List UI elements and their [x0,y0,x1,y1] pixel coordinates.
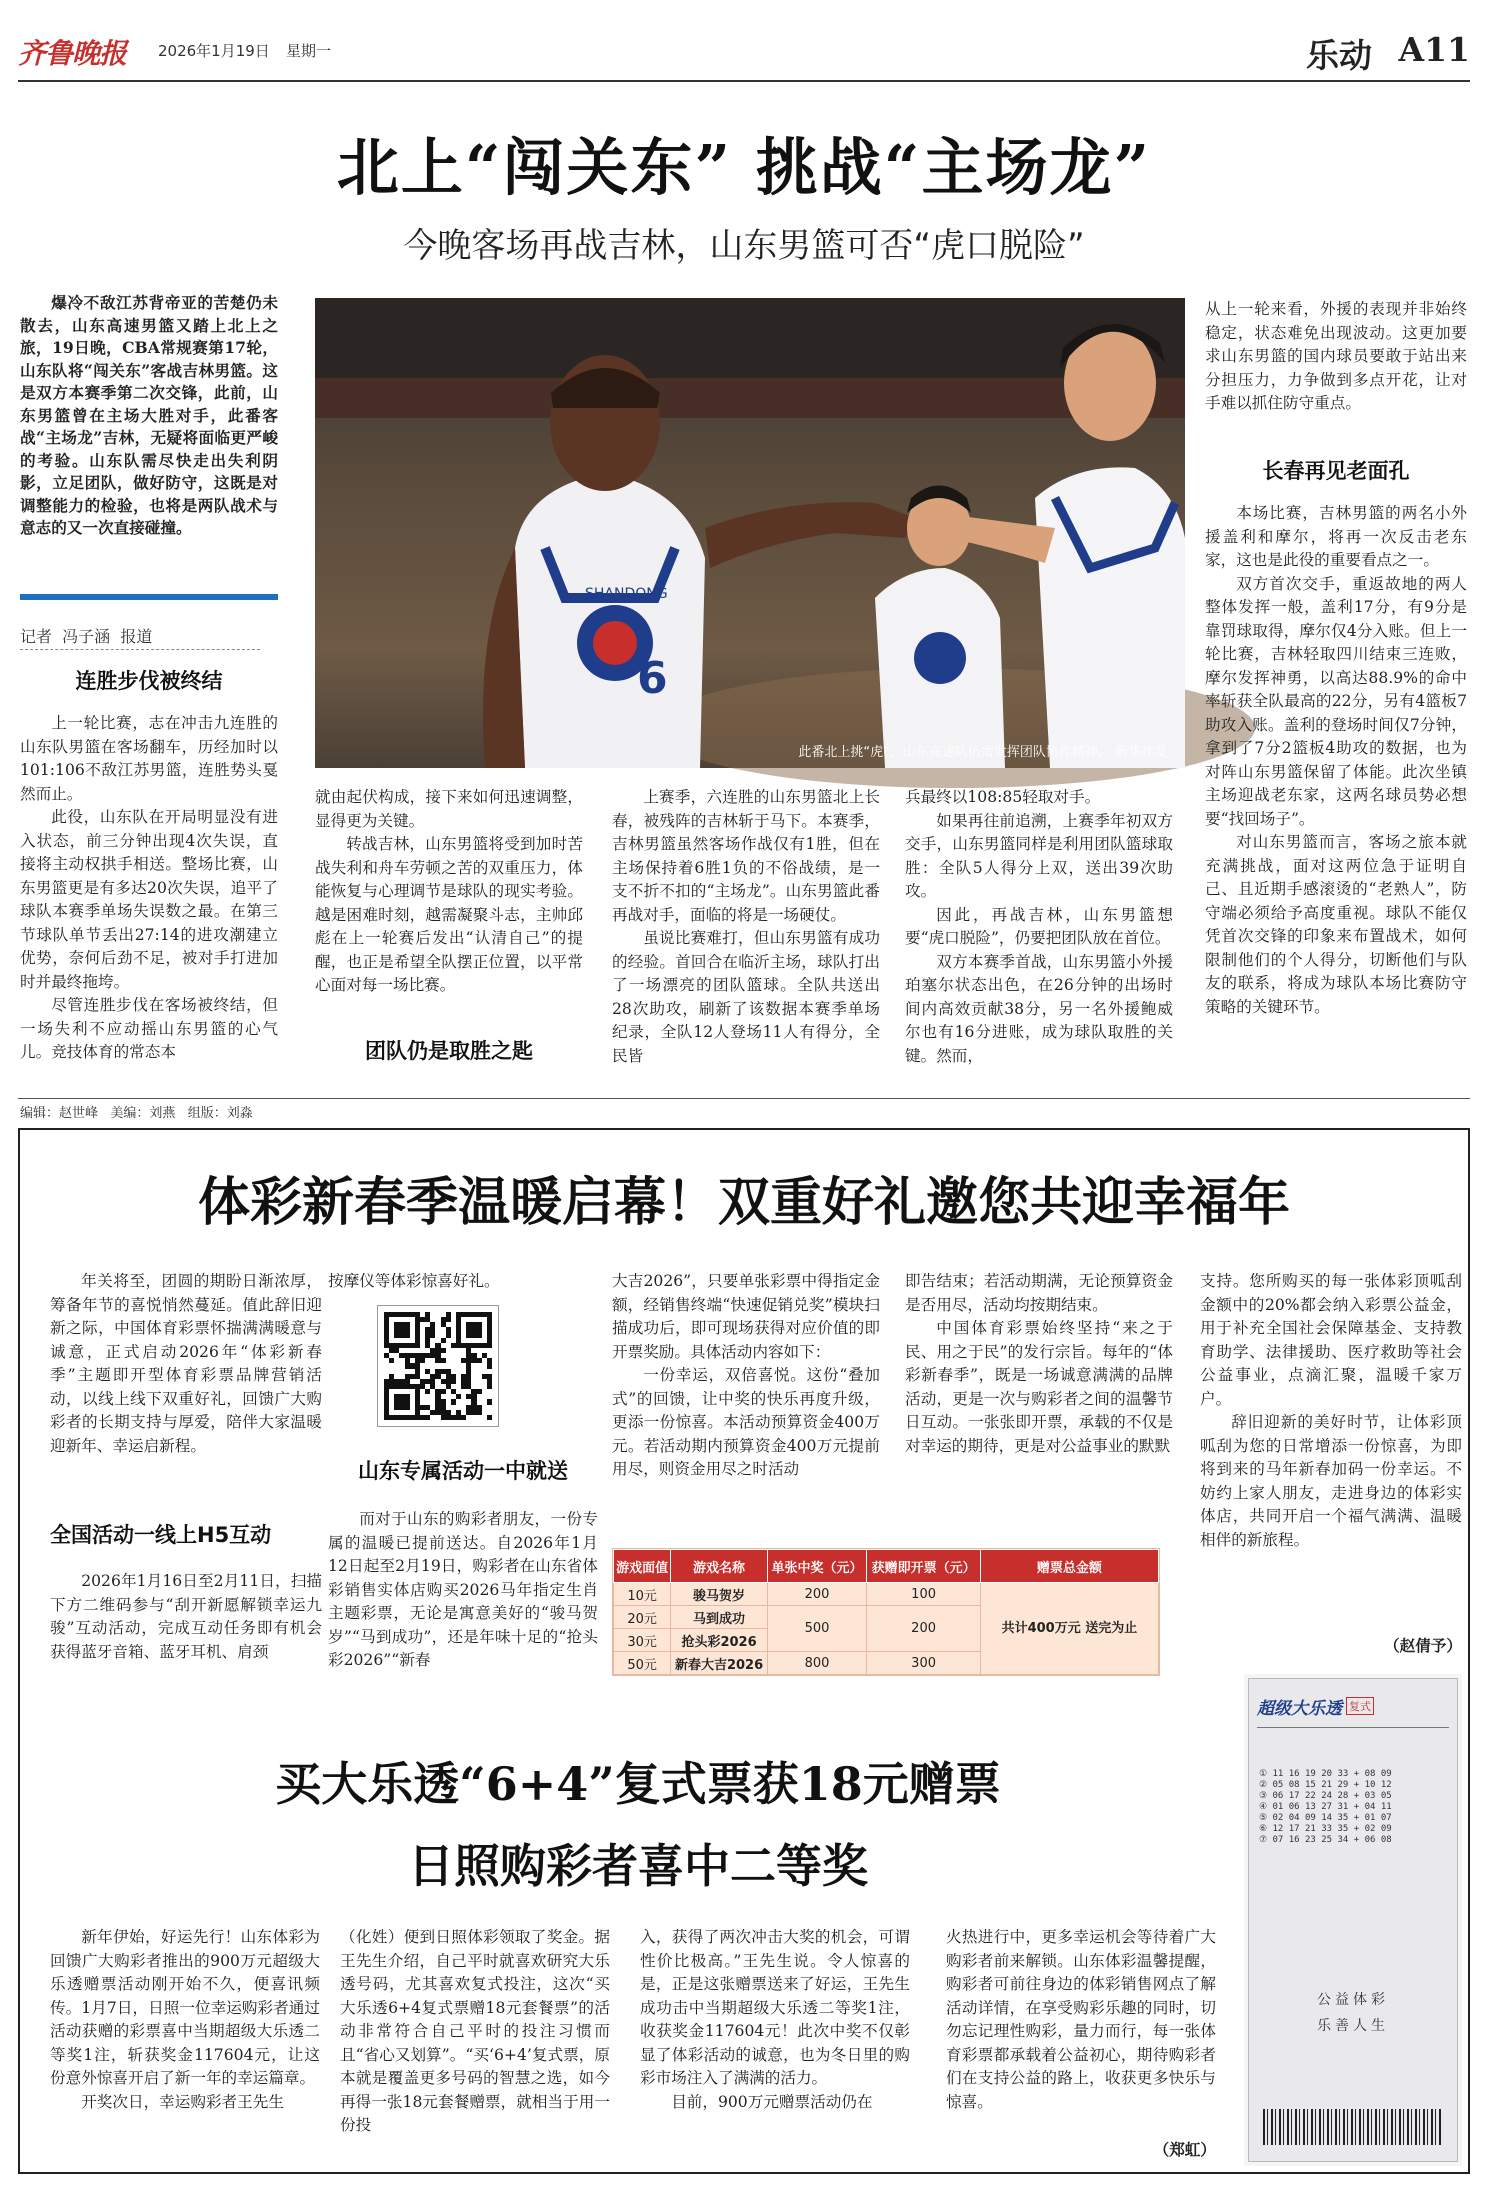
table-cell: 抢头彩2026 [671,1629,767,1652]
paragraph: 此役，山东队在开局明显没有进入状态，前三分钟出现4次失误，直接将主动权拱手相送。整场比赛，山东男篮更是有多达20次失误，追平了球队本赛季单场失误数之最。在第三节球队单节丢出27:14的进攻潮建立优势，奈何后劲不足，被对手打进加时并最终拖垮。 [20,808,278,991]
main-column-2 [315,786,583,994]
issue-weekday: 星期一 [286,42,332,60]
ticket-barcode [1263,2109,1443,2145]
paragraph: 从上一轮来看，外援的表现并非始终稳定，状态难免出现波动。这更加要求山东男篮的国内球员要敢于站出来分担压力，力争做到多点开花，让对手难以抓住防守重点。 [1205,300,1467,412]
ad2-column-1 [50,1926,320,2162]
main-column-1 [20,712,278,1088]
issue-date: 2026年1月19日 [158,42,270,60]
ticket-tag: 复式 [1346,1697,1374,1715]
paragraph: 火热进行中，更多幸运机会等待着广大购彩者前来解锁。山东体彩温馨提醒，购彩者可前往身边的体彩销售网点了解活动详情，在享受购彩乐趣的同时，切勿忘记理性购彩，量力而行，每一张体育彩票都承载着公益初心，期待购彩者们在支持公益的路上，收获更多快乐与惊喜。 [946,1928,1216,2111]
paragraph: 按摩仪等体彩惊喜好礼。 [328,1272,500,1290]
prize-table [613,1549,1159,1675]
subheading-winning-streak: 连胜步伐被终结 [75,669,223,693]
table-header: 赠票总金额 [980,1550,1158,1583]
lottery-ticket-photo [1248,1678,1458,2162]
main-headline: 北上“闯关东” 挑战“主场龙” [336,131,1152,204]
paragraph: 虽说比赛难打，但山东男篮有成功的经验。首回合在临沂主场，球队打出了一场漂亮的团队篮球。全队共送出28次助攻，刷新了该数据本赛季单场纪录，全队12人登场11人有得分，全民皆 [612,929,880,1065]
paragraph: 而对于山东的购彩者朋友，一份专属的温暖已提前送达。自2026年1月12日起至2月19日，购彩者在山东省体彩销售实体店购买2026马年指定生肖主题彩票，无论是寓意美好的“骏马贺岁”“马到成功”，还是年味十足的“抢头彩2026”“新春 [328,1510,598,1669]
paragraph: 入，获得了两次冲击大奖的机会，可谓性价比极高。”王先生说。令人惊喜的是，正是这张赠票送来了好运，王先生成功击中当期超级大乐透二等奖1注，收获奖金117604元！此次中奖不仅彰显了体彩活动的诚意，也为冬日里的购彩市场注入了满满的活力。 [640,1928,910,2087]
table-cell-total: 共计400万元 送完为止 [980,1583,1158,1675]
table-cell: 300 [867,1652,981,1675]
table-cell: 骏马贺岁 [671,1583,767,1606]
paragraph: 对山东男篮而言，客场之旅本就充满挑战，面对这两位急于证明自己、且近期手感滚烫的“老熟人”，防守端必须给予高度重视。球队不能仅凭首次交锋的印象来布置战术，如何限制他们的个人得分，切断他们与队友的联系，将成为球队本场比赛防守策略的关键环节。 [1205,833,1467,1016]
main-column-3 [612,786,880,1084]
ad2-column-3 [640,1926,910,2162]
table-cell: 30元 [614,1629,671,1652]
ad1-column-4 [905,1270,1173,1540]
ad2-signature: （郑虹） [1153,2140,1216,2159]
paragraph: 双方本赛季首战，山东男篮小外援珀塞尔状态出色，在26分钟的出场时间内高效贡献38分，另一名外援鲍威尔也有16分进账，成为球队取胜的关键。然而， [905,952,1173,1065]
ad1-subheading-national: 全国活动一线上H5互动 [50,1523,272,1547]
table-cell: 200 [867,1606,981,1652]
table-cell: 200 [767,1583,867,1606]
prize-table-wrapper [612,1548,1160,1676]
paragraph: 目前，900万元赠票活动仍在 [671,2092,873,2111]
paragraph: 支持。您所购买的每一张体彩顶呱刮金额中的20%都会纳入彩票公益金，用于补充全国社会保障基金、支持教育助学、法律援助、医疗救助等社会公益事业，点滴汇聚，温暖千家万户。 [1200,1272,1462,1408]
paragraph: 年关将至，团圆的期盼日渐浓厚，筹备年节的喜悦悄然蔓延。值此辞旧迎新之际，中国体育彩票怀揣满满暖意与诚意，正式启动2026年“体彩新春季”主题即开型体育彩票品牌营销活动，以线上线下双重好礼，回馈广大购彩者的长期支持与厚爱，陪伴大家温暖迎新年、幸运启新程。 [50,1272,322,1455]
paragraph: 2026年1月16日至2月11日，扫描下方二维码参与“刮开新愿解锁幸运九骏”互动活动，完成互动任务即有机会获得蓝牙音箱、蓝牙耳机、肩颈 [50,1572,322,1661]
table-header: 游戏名称 [671,1550,767,1583]
ad1-signature: （赵倩予） [1384,1636,1462,1655]
table-cell: 10元 [614,1583,671,1606]
table-cell: 20元 [614,1606,671,1629]
table-cell: 50元 [614,1652,671,1675]
paper-logo: 齐鲁晚报 [18,37,127,70]
page-number: A11 [1398,30,1470,69]
table-header: 游戏面值 [614,1550,671,1583]
masthead-rule [18,80,1470,82]
main-column-4 [905,786,1173,1084]
paragraph: 大吉2026”，只要单张彩票中得指定金额，经销售终端“快速促销兑奖”模块扫描成功后，即可现场获得对应价值的即开票奖励。具体活动内容如下： [612,1272,880,1361]
table-cell: 800 [767,1652,867,1675]
ticket-line: ⑥ 12 17 21 33 35 + 02 09 [1259,1824,1392,1834]
ticket-line: ⑤ 02 04 09 14 35 + 01 07 [1259,1813,1392,1823]
main-column-5-bottom [1205,502,1467,1084]
ad2-headline-2: 日照购彩者喜中二等奖 [408,1839,868,1893]
ticket-line: ③ 06 17 22 24 28 + 03 05 [1259,1791,1392,1801]
subheading-team-key: 团队仍是取胜之匙 [365,1039,533,1063]
ad1-column-3 [612,1270,880,1540]
paragraph: 转战吉林，山东男篮将受到加时苦战失利和舟车劳顿之苦的双重压力，体能恢复与心理调节是球队的现实考验。越是困难时刻，越需凝聚斗志，主帅邱彪在上一轮赛后发出“认清自己”的提醒，也正是希望全队摆正位置，以平常心面对每一场比赛。 [315,835,583,994]
paragraph: 新年伊始，好运先行！山东体彩为回馈广大购彩者推出的900万元超级大乐透赠票活动刚开始不久，便喜讯频传。1月7日，日照一位幸运购彩者通过活动获赠的彩票喜中当期超级大乐透二等奖1注，斩获奖金117604元，让这份意外惊喜开启了新一年的幸运篇章。 [50,1928,320,2087]
svg-text:6: 6 [637,653,668,704]
ad1-column-5 [1200,1270,1462,1622]
ticket-line: ⑦ 07 16 23 25 34 + 06 08 [1259,1835,1392,1845]
paragraph: 本场比赛，吉林男篮的两名小外援盖利和摩尔，将再一次反击老东家，这也是此役的重要看点之一。 [1205,504,1467,569]
ad1-headline: 体彩新春季温暖启幕！双重好礼邀您共迎幸福年 [197,1172,1290,1233]
table-header: 获赠即开票（元） [867,1550,981,1583]
masthead [18,30,1470,76]
paragraph: 兵最终以108:85轻取对手。 [905,788,1101,806]
paragraph: 上一轮比赛，志在冲击九连胜的山东队男篮在客场翻车，历经加时以101:106不敌江苏男篮，连胜势头戛然而止。 [20,714,278,803]
ad1-column-2 [328,1270,598,1296]
paragraph: 尽管连胜步伐在客场被终结，但一场失利不应动摇山东男篮的心气儿。竞技体育的常态本 [20,996,278,1061]
subheading-old-faces: 长春再见老面孔 [1262,459,1410,483]
paragraph: 即告结束；若活动期满，无论预算资金是否用尽，活动均按期结束。 [905,1272,1173,1314]
editor-credits: 编辑：赵世峰 美编：刘燕 组版：刘淼 [20,1106,253,1121]
ticket-number-lines [1259,1769,1447,1846]
ad1-column-1b [50,1570,322,1688]
paragraph: 开奖次日，幸运购彩者王先生 [81,2092,284,2111]
lead-underline [20,594,278,600]
table-row [614,1583,1159,1606]
ad2-column-4 [946,1926,1216,2162]
table-cell: 100 [867,1583,981,1606]
ad1-column-2b [328,1508,598,1688]
ticket-header [1257,1689,1449,1723]
paragraph: 因此，再战吉林，山东男篮想要“虎口脱险”，仍要把团队放在首位。 [905,905,1173,947]
paragraph: 如果再往前追溯，上赛季年初双方交手，山东男篮同样是利用团队篮球取胜：全队5人得分上双，送出39次助攻。 [905,811,1173,900]
jersey-text: SHANDONG [585,586,668,602]
table-cell: 新春大吉2026 [671,1652,767,1675]
table-cell: 马到成功 [671,1606,767,1629]
ad1-column-1 [50,1270,322,1495]
ad2-headline-1: 买大乐透“6+4”复式票获18元赠票 [275,1757,1001,1811]
ticket-line: ② 05 08 15 21 29 + 10 12 [1259,1780,1392,1790]
paragraph: 双方首次交手，重返故地的两人整体发挥一般，盖利17分，有9分是靠罚球取得，摩尔仅4分入账。但上一轮比赛，吉林轻取四川结束三连败，摩尔发挥神勇，以高达88.9%的命中率斩获全队最高的22分，另有4篮板7助攻入账。盖利的登场时间仅7分钟，拿到了7分2篮板4助攻的数据，也为对阵山东男篮保留了体能。此次坐镇主场迎战老东家，这两名球员势必想要“找回场子”。 [1205,574,1467,828]
editor-rule [18,1098,1470,1099]
qr-module [487,1415,492,1420]
section-name: 乐动 [1306,36,1372,75]
ticket-line: ④ 01 06 13 27 31 + 04 11 [1259,1802,1392,1812]
paragraph: （化姓）便到日照体彩领取了奖金。据王先生介绍，自己平时就喜欢研究大乐透号码，尤其喜欢复式投注，这次“买大乐透6+4复式票赠18元套餐票”的活动非常符合自己平时的投注习惯而且“省心又划算”。“买‘6+4’复式票，原本就是覆盖更多号码的智慧之选，如今再得一张18元套餐赠票，就相当于用一份投 [340,1928,610,2134]
ad1-subheading-shandong: 山东专属活动一中就送 [358,1459,568,1483]
ticket-footer-2: 乐善人生 [1317,2018,1389,2034]
paragraph: 一份幸运，双倍喜悦。这份“叠加式”的回馈，让中奖的快乐再度升级，更添一份惊喜。本活动预算资金400万元。若活动期内预算资金400万元提前用尽，则资金用尽之时活动 [612,1366,880,1478]
paragraph: 上赛季，六连胜的山东男篮北上长春，被残阵的吉林斩于马下。本赛季，吉林男篮虽然客场作战仅有1胜，但在主场保持着6胜1负的不俗战绩，是一支不折不扣的“主场龙”。山东男篮此番再战对手，面临的将是一场硬仗。 [612,788,880,924]
main-column-5-top [1205,298,1467,440]
basketball-photo [315,298,1185,768]
qr-code[interactable] [378,1306,498,1426]
table-header: 单张中奖（元） [767,1550,867,1583]
ticket-title: 超级大乐透 [1257,1698,1342,1719]
lead-paragraph: 爆冷不敌江苏背帝亚的苦楚仍未散去，山东高速男篮又踏上北上之旅，19日晚，CBA常规赛第17轮，山东队将“闯关东”客战吉林男篮。这是双方本赛季第二次交锋，此前，山东男篮曾在主场大胜对手，此番客战“主场龙”吉林，无疑将面临更严峻的考验。山东队需尽快走出失利阴影，立足团队，做好防守，这既是对调整能力的检验，也将是两队战术与意志的又一次直接碰撞。 [20,293,278,537]
main-subheadline: 今晚客场再战吉林，山东男篮可否“虎口脱险” [403,226,1085,266]
ticket-footer-1: 公益体彩 [1317,1992,1389,2008]
reporter-byline: 记者 冯子涵 报道 [20,624,260,650]
paragraph: 辞旧迎新的美好时节，让体彩顶呱刮为您的日常增添一份惊喜，为即将到来的马年新春加码一份幸运。不妨约上家人朋友，走进身边的体彩实体店，共同开启一个福气满满、温暖相伴的新旅程。 [1200,1413,1462,1549]
qr-code-pattern [384,1312,492,1420]
prize-table-header-row [614,1550,1159,1583]
photo-caption: 此番北上挑“虎”，山东高速队仍需发挥团队协作精神。 新华社发 [798,745,1167,760]
paragraph: 就由起伏构成，接下来如何迅速调整，显得更为关键。 [315,788,583,830]
paragraph: 中国体育彩票始终坚持“来之于民、用之于民”的发行宗旨。每年的“体彩新春季”，既是一场诚意满满的品牌活动，更是一次与购彩者之间的温馨节日互动。一张张即开票，承载的不仅是对幸运的期待，更是对公益事业的默默 [905,1319,1173,1455]
photo-illustration [315,298,1185,768]
ticket-line: ① 11 16 19 20 33 + 08 09 [1259,1769,1392,1779]
ad2-column-2 [340,1926,610,2162]
ticket-divider [1257,1727,1449,1728]
table-cell: 500 [767,1606,867,1652]
